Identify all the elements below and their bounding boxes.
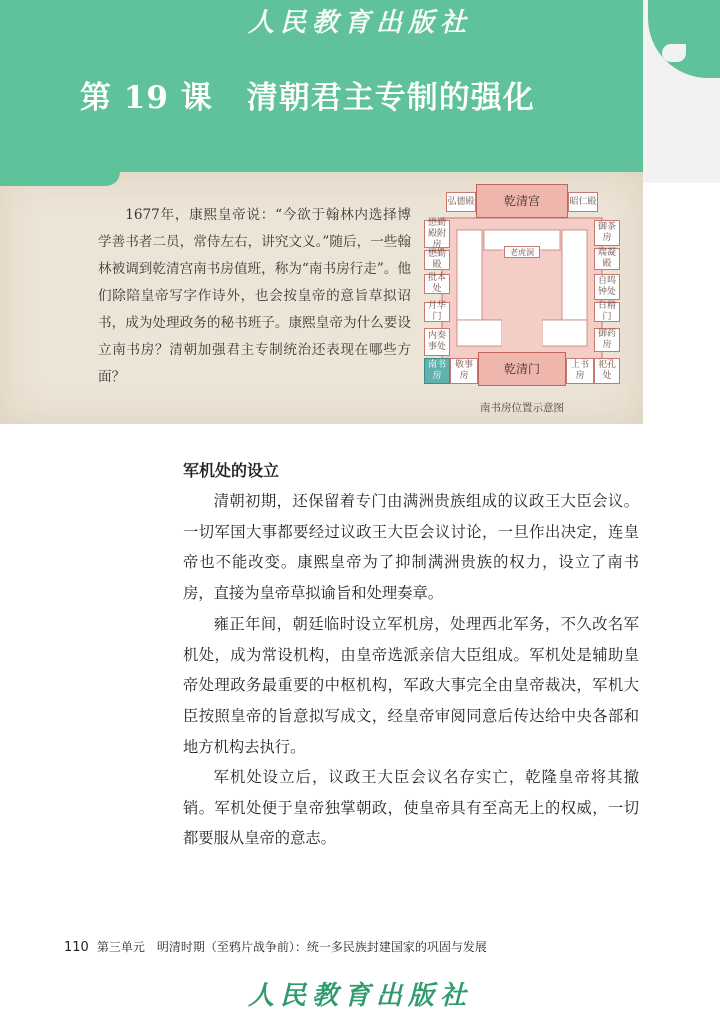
room-yuehua-gate: 月华门	[424, 302, 450, 322]
lesson-title	[80, 72, 535, 128]
room-yucha: 御茶房	[594, 220, 620, 246]
room-qianqing-palace: 乾清宫	[476, 184, 568, 218]
section-heading: 军机处的设立	[183, 461, 280, 480]
room-neizou: 内奏事处	[424, 328, 450, 356]
page-number: 110	[64, 940, 89, 955]
room-yuyao: 御药房	[594, 328, 620, 352]
publisher-logo-bottom: 人民教育出版社	[247, 981, 472, 1011]
body-paragraph-1: 清朝初期，还保留着专门由满洲贵族组成的议政王大臣会议。一切军国大事都要经过议政王大臣会议讨论，一旦作出决定，连皇帝也不能改变。康熙皇帝为了抑制满洲贵族的权力，设立了南书房，直接为皇帝草拟谕旨和处理奏章。	[183, 492, 639, 603]
body-paragraph-3: 军机处设立后，议政王大臣会议名存实亡，乾隆皇帝将其撤销。军机处便于皇帝独掌朝政，使皇帝具有至高无上的权威，一切都要服从皇帝的意志。	[183, 768, 639, 848]
unit-title: 第三单元 明清时期（至鸦片战争前）：统一多民族封建国家的巩固与发展	[96, 940, 487, 954]
room-duanning: 端凝殿	[594, 248, 620, 270]
room-shangshu: 上书房	[566, 358, 594, 384]
room-zimingzhong: 自鸣钟处	[594, 274, 620, 300]
publisher-logo-top: 人民教育出版社	[247, 8, 472, 38]
room-maoqin: 懋勤殿	[424, 250, 450, 270]
body-paragraph-2: 雍正年间，朝廷临时设立军机房，处理西北军务，不久改名军机处，成为常设机构，由皇帝选派亲信大臣组成。军机处是辅助皇帝处理政务最重要的中枢机构，军政大事完全由皇帝裁决，军机大臣按照皇帝的旨意拟写成文，经皇帝审阅同意后传达给中央各部和地方机构去执行。	[183, 615, 639, 756]
floor-plan	[422, 182, 622, 424]
room-maoqin-annex: 懋勤殿附房	[424, 220, 450, 248]
intro-text: 1677年，康熙皇帝说：“今欲于翰林内选择博学善书者二员，常侍左右，讲究文义。”随后，一些翰林被调到乾清宫南书房值班，称为“南书房行走”。他们除陪皇帝写字作诗外，也会按皇帝的意旨草拟诏书，成为处理政务的秘书班子。康熙皇帝为什么要设立南书房？清朝加强君主专制统治还表现在哪些方面？	[98, 207, 411, 385]
room-piben: 批本处	[424, 274, 450, 294]
lesson-name: 清朝君主专制的强化	[246, 80, 535, 116]
room-jingshi: 敬事房	[450, 358, 478, 384]
page-footer	[64, 938, 487, 955]
floor-plan-caption: 南书房位置示意图	[480, 402, 564, 414]
room-zhaoren: 昭仁殿	[568, 192, 598, 212]
room-nanshufang: 南书房	[424, 358, 450, 384]
room-laohudong: 老虎洞	[504, 246, 540, 258]
lesson-number: 第 19 课	[80, 80, 213, 116]
room-rijing-gate: 日精门	[594, 302, 620, 322]
room-sikong: 祀孔处	[594, 358, 620, 384]
room-qianqing-gate: 乾清门	[478, 352, 566, 386]
room-hongde: 弘德殿	[446, 192, 476, 212]
